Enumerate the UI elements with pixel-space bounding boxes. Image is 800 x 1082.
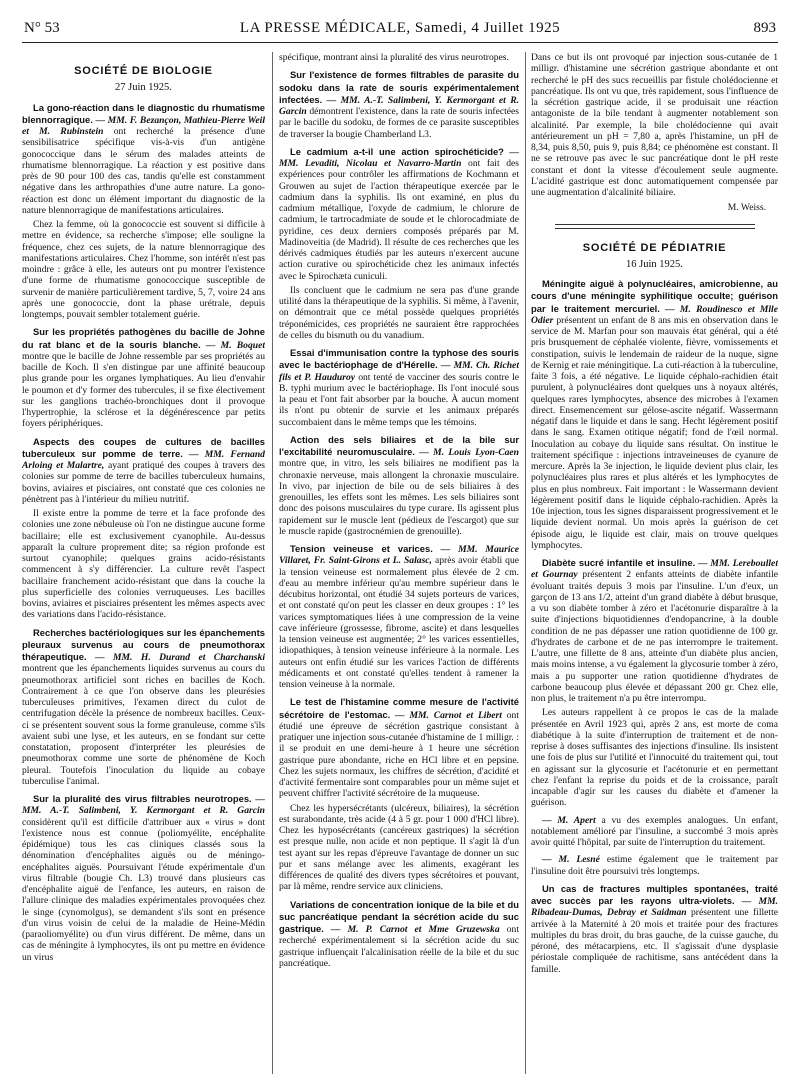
article-body: estime également que le traitement par l'insuline doit être poursuivi très longtemps. bbox=[531, 854, 778, 877]
article-authors: — MM. F. Bezançon, Mathieu-Pierre Weil et M. Rubinstein bbox=[22, 114, 265, 137]
article-body: ayant pratiqué des coupes à travers des colonies sur pomme de terre de bacilles tuberculeux humains, bovins, aviaires et pisciaires, ont constaté que ces colonies ne pénètrent pas à l'intérieur du milieu nutritif. bbox=[22, 460, 265, 505]
article-entry bbox=[531, 883, 778, 975]
article-title: Tension veineuse et varices. bbox=[290, 543, 433, 554]
article-body: ont tenté de vacciner des souris contre le B. typhi murium avec le bactériophage. Ils l'ont inoculé sous la peau et l'ont fait absorber par la bouche. À aucun moment ils n'ont pu obtenir de survie et les animaux préparés succombaient dans le même temps que les témoins. bbox=[279, 371, 519, 428]
article-entry bbox=[279, 899, 519, 970]
article-authors: — MM. Ribadeau-Dumas, Debray et Saidman bbox=[531, 896, 778, 919]
article-paragraph: Ils concluent que le cadmium ne sera pas d'une grande utilité dans la thérapeutique de la syphilis. Si même, à l'avenir, on démontrait que ce métal possède quelques propriétés tréponémicides, ces propriétés ne sauraient être rapprochées de celles du bismuth ou du vanadium. bbox=[279, 284, 519, 341]
article-title: Aspects des coupes de cultures de bacilles tuberculeux sur pomme de terre. bbox=[22, 435, 265, 459]
article-title: Variations de concentration ionique de la bile et du suc pancréatique pendant la sécrétion acide du suc gastrique. bbox=[279, 898, 519, 934]
article-entry bbox=[531, 557, 778, 704]
article-entry bbox=[279, 146, 519, 282]
article-title: Le cadmium a-t-il une action spirochéticide? bbox=[290, 145, 504, 157]
article-authors: — MM. Levaditi, Nicolau et Navarro-Martin bbox=[279, 146, 519, 169]
article-body: démontrent l'existence, dans la rate de souris infectées par le bacille du sodoku, de formes de ce parasite susceptibles de traverser la bougie Chamberland L3. bbox=[279, 106, 519, 140]
article-authors: — MM. Lereboullet et Gournay bbox=[531, 558, 778, 581]
article-authors: — M. Roudinesco et Mlle Odier bbox=[531, 303, 778, 326]
article-body: a vu des exemples analogues. Un enfant, notablement amélioré par l'insuline, a succombé 3 mois après avoir quitté l'hôpital, par suite de l'interruption du traitement. bbox=[531, 814, 778, 848]
journal-title: LA PRESSE MÉDICALE, Samedi, 4 Juillet 1925 bbox=[239, 20, 561, 36]
column-divider bbox=[525, 52, 526, 1074]
article-body: considèrent qu'il est difficile d'attribuer aux « virus » dont l'existence nous est connue (poliomyélite, encéphalite épidémique) tous les cas cliniques classés sous la dénomination d'encéphalites aiguës ou de méningo-encéphalites aiguës. Poursuivant l'étude expérimentale d'un virus filtrable (bougie Ch. L3) trouvé dans plusieurs cas d'encéphalite aiguë de l'enfance, les auteurs, en raison de l'allure clinique des maladies expérimentales provoquées chez le singe (cynomolgus), se demandent s'ils sont en présence d'un virus voisin de celui de la maladie de Heine-Médin (paraoliomyélite) ou d'un virus différent. De même, dans un cas de méningite à lymphocytes, ils ont pu mettre en évidence un virus bbox=[22, 816, 265, 963]
page-header bbox=[22, 20, 778, 43]
article-body: montrent que les épanchements liquides survenus au cours du pneumothorax artificiel sont riches en bacilles de Koch. Contrairement à ce que l'on observe dans les pleurésies tuberculeuses primitives, l'examen direct du culot de centrifugation décèle la présence de nombreux bacilles. Ceux-ci se présentent souvent sous la forme granuleuse, comme s'ils avaient subi une lyse, et les auteurs, en se fondant sur cette constatation, proposent d'interpréter les pleurésies de pneumothorax comme une sorte de phénomène de Koch pleural. Toutefois l'inoculation du liquide au cobaye tuberculise l'animal. bbox=[22, 663, 265, 787]
article-body: montre que, in vitro, les sels biliaires ne modifient pas la chronaxie nerveuse, mais allongent la chronaxie musculaire. In vivo, par injection de bile ou de sels biliaires à des grenouilles, les effets sont les mêmes. Les sels biliaires sont donc des poisons musculaires du type curare. Ils agissent plus rapidement sur le muscle lent (pédieux de l'escargot) que sur le muscle rapide (gastrocnémien de grenouille). bbox=[279, 458, 519, 537]
article-title: Recherches bactériologiques sur les épanchements pleuraux survenus au cours de pneumothorax thérapeutique. bbox=[22, 626, 265, 662]
article-authors: — MM. A.-T. Salimbeni, Y. Kermorgant et R. Garcin bbox=[279, 94, 519, 117]
article-title: La gono-réaction dans le diagnostic du rhumatisme blennorragique. bbox=[22, 101, 265, 125]
article-entry bbox=[279, 347, 519, 428]
article-title: Diabète sucré infantile et insuline. bbox=[542, 557, 696, 568]
section-title: SOCIÉTÉ DE PÉDIATRIE bbox=[582, 241, 727, 254]
column-divider bbox=[272, 52, 273, 1074]
article-authors: — M. Apert bbox=[542, 814, 596, 826]
article-paragraph: Il existe entre la pomme de terre et la face profonde des colonies une zone nébuleuse où l'on ne distingue aucune forme bacillaire; elle est exclusivement cyanophile. Au-dessus apparaît la culture proprement dite; sa région profonde est surtout cyanophile; quelques grains acido-résistants commencent à s'y différencier. La culture revêt l'aspect bacillaire franchement acido-résistant que dans la couche la plus superficielle des colonies verruqueuses. Les bacilles bovins, aviaires et pisciaires présentent les mêmes aspects avec des variations dans l'acido-résistance. bbox=[22, 508, 265, 621]
signature: M. Weiss. bbox=[727, 202, 766, 214]
article-entry bbox=[22, 436, 265, 506]
article-title: Sur les propriétés pathogènes du bacille de Johne du rat blanc et de la souris blanche. bbox=[22, 326, 265, 350]
article-title: Action des sels biliaires et de la bile sur l'excitabilité neuromusculaire. bbox=[279, 433, 519, 457]
article-entry bbox=[279, 69, 519, 140]
article-list bbox=[22, 102, 265, 963]
article-authors: — MM. Maurice Villaret, Fr. Saint-Girons et L. Salasc, bbox=[279, 544, 519, 567]
article-title: Un cas de fractures multiples spontanées, traité avec succès par les rayons ultra-violets. bbox=[531, 882, 778, 906]
article-body: ont étudié une épreuve de sécrétion gastrique consistant à pratiquer une injection sous-cutanée d'histamine de 1 milligr. : il se produit en une demi-heure à 1 heure une sécrétion gastrique pure abondante, riche en HCl libre et en pepsine. Chez les sujets normaux, les chiffres de sécrétion, d'acidité et d'activité fermentaire sont comparables pour un même sujet et peuvent chiffrer l'activité sécrétoire de la muqueuse. bbox=[279, 709, 519, 800]
continued-text: Dans ce but ils ont provoqué par injection sous-cutanée de 1 milligr. d'histamine une sécrétion gastrique abondante et ont recherché le pH des sucs recueillis par fistule cholédocienne et pancréatique. Ils ont vu que, très rapidement, sous l'influence de la sécrétion gastrique acide, il se produisait une réaction antagoniste de la bile tendant à augmenter notablement son alcalinité. Par exemple, la bile cholédocienne qui avait antérieurement un pH = 7,80 a, après l'histamine, un pH de 8,34, puis 8,50, puis 9, puis 8,84; ce phénomène est constant. Il ne se retrouve pas avec le suc pancréatique dont le pH reste constant et dont la vitesse d'écoulement seule augmente. L'acidité gastrique est donc automatiquement compensée par une augmentation d'alcalinité biliaire. bbox=[531, 52, 778, 198]
article-authors: — MM. H. Durand et Charchanski bbox=[95, 652, 265, 663]
section-divider bbox=[555, 224, 755, 229]
article-authors: — M. Louis Lyon-Caen bbox=[419, 447, 519, 458]
page-number: 893 bbox=[753, 20, 776, 36]
article-body: ont recherché expérimentalement si la sécrétion acide du suc gastrique influençait l'alcalinisation réelle de la bile et du suc pancréatique. bbox=[279, 924, 519, 969]
article-entry bbox=[531, 278, 778, 551]
article-body: montre que le bacille de Johne ressemble par ses propriétés au bacille de Koch. Il s'en distingue par une affinité beaucoup plus grande pour les organes lymphatiques. Au lieu d'envahir le poumon et d'y former des tubercules, il se fixe électivement sur les ganglions trachéo-bronchiques dont il provoque l'hypertrophie, la sclérose et la dégénérescence par petits foyers périphériques. bbox=[22, 350, 265, 430]
article-entry bbox=[531, 815, 778, 849]
article-authors: — MM. Ch. Richet fils et P. Hauduroy bbox=[279, 360, 519, 383]
article-entry bbox=[22, 102, 265, 217]
article-entry bbox=[279, 696, 519, 799]
section-date: 16 Juin 1925. bbox=[626, 258, 683, 270]
article-authors: — MM. Carnot et Libert bbox=[395, 709, 502, 721]
article-authors: — M. Boquet bbox=[205, 339, 265, 351]
section-date: 27 Juin 1925. bbox=[115, 82, 172, 94]
article-authors: — MM. Fernand Arloing et Malartre, bbox=[22, 448, 265, 471]
article-body: présentent une fillette arrivée à la Maternité à 20 mois et traitée pour des fractures multiples du bras droit, du bras gauche, de la cuisse gauche, du péroné, des métacarpiens, etc. Il s'agissait d'une dysplasie périostale compliquée de rachitisme, sans antécédent dans la famille. bbox=[531, 907, 778, 975]
article-paragraph: Chez la femme, où la gonococcie est souvent si difficile à mettre en évidence, sa recherche s'impose; elle souligne la fréquence, chez ces sujets, de la nature blennorragique des manifestations articulaires. Chez l'homme, son intérêt n'est pas moindre : grâce à elle, les auteurs ont pu montrer l'existence d'une forme de rhumatisme gonococcique susceptible de survenir de manière particulièrement tardive, 5, 7, voire 24 ans après une gonococcie, dont la phase urétrale, depuis longtemps, pouvait sembler totalement guérie. bbox=[22, 219, 265, 320]
article-paragraph: Les auteurs rappellent à ce propos le cas de la malade présentée en Avril 1923 qui, après 2 ans, est morte de coma diabétique à la suite d'interruption de traitement et de non-reprise à doses suffisantes des injections d'insuline. Ils insistent une fois de plus sur l'utilité et l'innocuité du traitement qui, tout en agissant sur la glycosurie et l'acétonurie et en permettant chez l'enfant la reprise du poids et de la croissance, paraît incapable d'agir sur les causes du diabète et d'amener la guérison. bbox=[531, 707, 778, 809]
article-body: présentent un enfant de 8 ans mis en observation dans le service de M. Marfan pour son mauvais état général, qui a été pris brusquement de céphalée violente, fièvre, vomissements et constipation, suivis le lendemain de raideur de la nuque, signe de Kernig et raie méningitique. La cuti-réaction à la tuberculine, faite 3 fois, a été négative. Le liquide céphalo-rachidien était purulent, à polynucléaires dont quelques uns à noyaux altérés, quelques rares lymphocytes, absence des microbes à l'examen direct. Ensemencement sur gélose-ascite négatif. Wassermann négatif dans le liquide et dans le sang. Hecht légèrement positif dans le sang. Examen otitique négatif; fond de l'œil normal. Inoculation au cobaye du liquide sans résultat. On institue le traitement spécifique : injections intraveineuses de cyanure de mercure. Après la 3e injection, le liquide devient plus clair, les polynucléaires plus rares et plus altérés et les lymphocytes de plus en plus nombreux. Fait important : le Wassermann devient légèrement positif dans le liquide céphalo-rachidien. Après la 10e injection, tous les signes disparaissent progressivement et le liquide devient normal. Un mois après la guérison de cet épisode aigu, le liquide est clair, mais on trouve quelques lymphocytes. bbox=[531, 314, 778, 551]
article-entry bbox=[279, 434, 519, 537]
issue-number: N° 53 bbox=[24, 20, 60, 36]
article-entry bbox=[279, 543, 519, 690]
article-title: Méningite aiguë à polynucléaires, amicrobienne, au cours d'une méningite syphilitique occulte; guérison par le traitement mercuriel. bbox=[531, 278, 778, 314]
article-authors: — M. Lesné bbox=[542, 854, 600, 866]
article-title: Le test de l'histamine comme mesure de l'activité sécrétoire de l'estomac. bbox=[279, 696, 519, 720]
article-body: présentent 2 enfants atteints de diabète infantile évoluant traités depuis 3 mois par l'insuline. L'un d'eux, un garçon de 13 ans 1/2, atteint d'un grand diabète à début brusque, a vu son diabète tomber à zéro et l'acétonurie disparaître à la suite d'injections biquotidiennes d'endopancrine, à la double condition de ne pas dépasser une ration quotidienne de 100 gr. d'hydrates de carbone et de ne pas interrompre le traitement. L'autre, une fillette de 8 ans, atteinte d'un diabète plus ancien, mais moins intense, a vu également la glycosurie tomber à zéro, mais a pu supporter une ration quotidienne d'hydrates de carbone beaucoup plus élevée et dépassant 200 gr. Chez elle, non plus, le traitement n'a pu être interrompu. bbox=[531, 569, 778, 704]
article-body: ont recherché la présence d'une sensibilisatrice spécifique vis-à-vis d'un antigène gonococcique dans le sérum des malades atteints de rhumatisme blennorragique. La réaction y est positive dans près de 90 pour 100 des cas, tandis qu'elle est constamment négative dans les arthropathies d'une autre nature. La gono-réaction est donc un élément important du diagnostic de la nature blennorragique de manifestations articulaires. bbox=[22, 126, 265, 216]
article-entry bbox=[22, 793, 265, 963]
column-1 bbox=[22, 52, 265, 1077]
article-entry bbox=[22, 627, 265, 788]
article-body: après avoir établi que la tension veineuse est normalement plus élevée de 2 cm. d'eau au membre inférieur qu'au membre supérieur dans le décubitus horizontal, ont étudié 34 sujets porteurs de varices, et ont constaté qu'on peut les classer en deux groupes : 1° les varices symptomatiques liées à une compression de la veine cave inférieure (grossesse, fibrome, ascite) et dans lesquelles la tension veineuse est augmentée; 2° les varices essentielles, idiopathiques, à tension veineuse inférieure à la normale. Les auteurs ont enfin étudié sur les varices l'action de différents médicaments et ont constaté qu'elles tendent à ramener la tension veineuse à la normale. bbox=[279, 555, 519, 690]
article-authors: — MM. A.-T. Salimbeni, Y. Kermorgant et R. Garcin bbox=[22, 794, 265, 817]
article-authors: — M. P. Carnot et Mme Gruzewska bbox=[330, 924, 500, 935]
article-title: Sur l'existence de formes filtrables de parasite du sodoku dans la rate de souris expérimentalement infectées. bbox=[279, 69, 519, 105]
article-body: ont fait des expériences pour contrôler les affirmations de Kochmann et Grouwen au sujet de l'action thérapeutique exercée par le cadmium dans la syphilis. Ils ont examiné, en plus du cadmium métallique, l'oxyde de cadmium, le chlorure de cadmium, le tartrocadmiate de soude et le chlorocadmiate de pyridine, ces deux derniers composés préparés par M. Madinoveitia (de Madrid). Il résulte de ces recherches que les dérivés cadmiques étudiés par les auteurs n'exercent aucune action curative ou spirochéticide chez les animaux infectés avec le Spirochæta cuniculi. bbox=[279, 158, 519, 282]
section-title: SOCIÉTÉ DE BIOLOGIE bbox=[74, 65, 213, 77]
article-paragraph: Chez les hypersécrétants (ulcéreux, biliaires), la sécrétion est surabondante, très acide (4 à 5 gr. pour 1 000 d'HCl libre). Chez les hyposécrétants (cancéreux gastriques) la sécrétion est presque nulle, non acide et non peptique. Il s'agit là d'un test ayant sur les repas d'épreuve l'avantage de donner un suc pur et sans mélange avec les aliments, exagérant les différences de qualité des divers types sécrétoires et pouvant, par là même, rendre service aux cliniciens. bbox=[279, 802, 519, 893]
column-3 bbox=[531, 52, 778, 1077]
article-entry bbox=[531, 854, 778, 877]
article-list bbox=[531, 278, 778, 975]
column-2 bbox=[279, 52, 519, 1077]
article-title: Sur la pluralité des virus filtrables neurotropes. bbox=[33, 793, 252, 804]
continued-text: spécifique, montrant ainsi la pluralité des virus neurotropes. bbox=[279, 52, 509, 63]
article-title: Essai d'immunisation contre la typhose des souris avec le bactériophage de d'Hérelle. bbox=[279, 347, 519, 371]
article-list bbox=[279, 69, 519, 969]
article-entry bbox=[22, 326, 265, 429]
